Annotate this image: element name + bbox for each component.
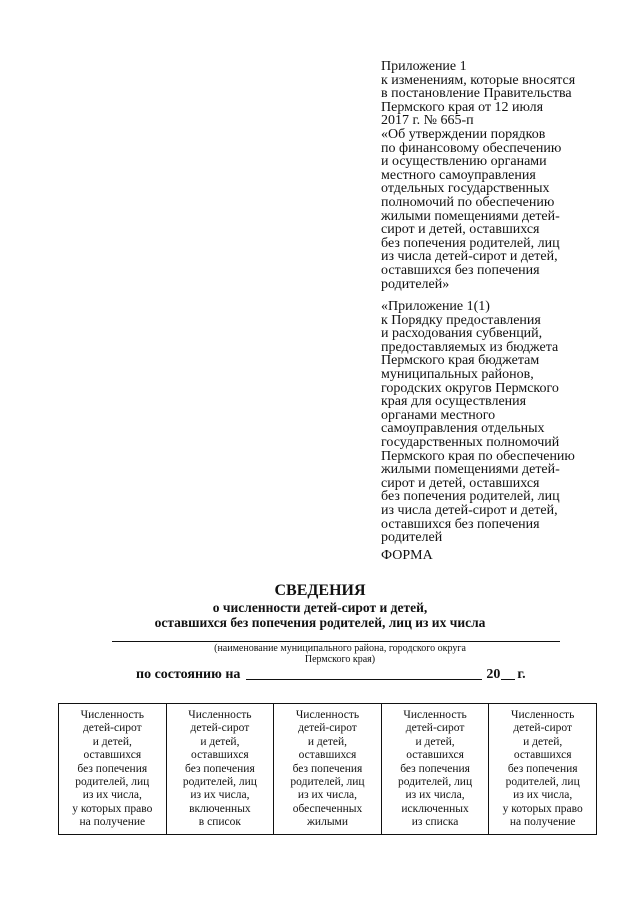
table-header-cell: Численность детей-сирот и детей, оставшихся без попечения родителей, лиц из их числа, обеспеченных жилыми	[274, 704, 382, 835]
state-date-label: по состоянию на	[136, 667, 241, 682]
state-year-blank	[501, 667, 515, 680]
state-year-suffix: г.	[517, 667, 526, 682]
document-subtitle: о численности детей-сирот и детей, оставшихся без попечения родителей, лиц из их числа	[154, 600, 486, 630]
table-header-cell: Численность детей-сирот и детей, оставшихся без попечения родителей, лиц из их числа, у которых право на получение	[489, 704, 597, 835]
state-date-blank	[246, 667, 482, 680]
document-title: СВЕДЕНИЯ	[274, 582, 366, 599]
municipality-name-caption: (наименование муниципального района, городского округа Пермского края)	[214, 643, 466, 665]
table-header-row	[59, 704, 597, 835]
state-year-prefix: 20	[486, 667, 501, 682]
form-label: ФОРМА	[381, 548, 433, 563]
appendix-1-heading: Приложение 1 к изменениям, которые вносятся в постановление Правительства Пермского края от 12 июля 2017 г. № 665-п «Об утверждении порядков по финансовому обеспечению и осуществлению органами местного самоуправления отдельных государственных полномочий по обеспечению жилыми помещениями детей- сирот и детей, оставшихся без попечения родителей, лиц из числа детей-сирот и детей, оставшихся без попечения родителей»	[381, 59, 576, 292]
state-date-row	[136, 667, 526, 683]
statistics-table	[58, 703, 597, 835]
table-header-cell: Численность детей-сирот и детей, оставшихся без попечения родителей, лиц из их числа, у которых право на получение	[59, 704, 167, 835]
table-header-cell: Численность детей-сирот и детей, оставшихся без попечения родителей, лиц из их числа, включенных в список	[166, 704, 274, 835]
table-header-cell: Численность детей-сирот и детей, оставшихся без попечения родителей, лиц из их числа, исключенных из списка	[381, 704, 489, 835]
municipality-name-line	[112, 641, 560, 642]
appendix-1-1-heading: «Приложение 1(1) к Порядку предоставления и расходования субвенций, предоставляемых из бюджета Пермского края бюджетам муниципальных районов, городских округов Пермского края для осуществления органами местного самоуправления отдельных государственных полномочий Пермского края по обеспечению жилыми помещениями детей- сирот и детей, оставшихся без попечения родителей, лиц из числа детей-сирот и детей, оставшихся без попечения родителей	[381, 299, 575, 546]
